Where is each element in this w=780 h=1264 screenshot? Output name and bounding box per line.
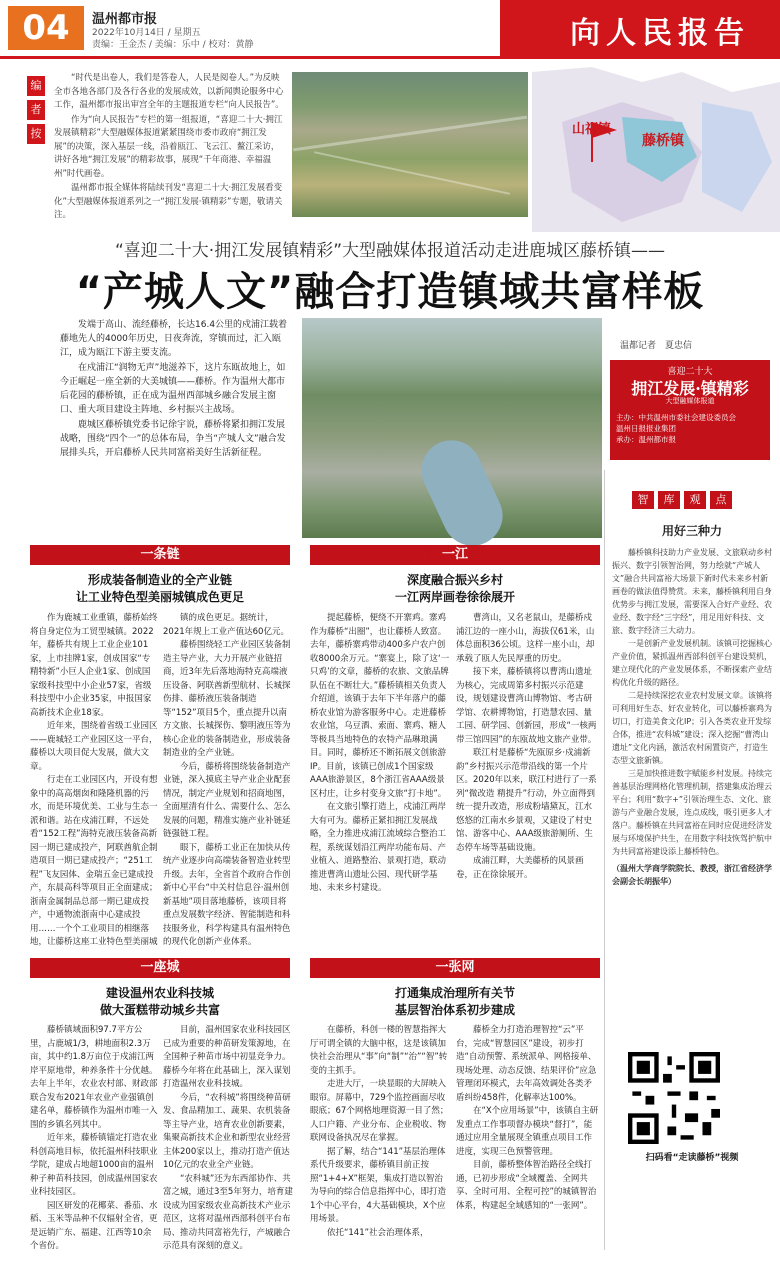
- reporter-byline: 温都记者 夏忠信: [620, 341, 693, 351]
- section-head-1: 一条链: [30, 545, 290, 565]
- intro-para: 发端于高山、流经藤桥，长达16.4公里的戍浦江载着藤地先人的4000年历史，日夜奔流，穿镇而过，汇入瓯江，成为瓯江下游主要支流。: [60, 320, 288, 358]
- editor-line: 责编：王金杰 / 美编：乐中 / 校对：黄静: [92, 40, 254, 50]
- qr-caption: 扫码看“走读藤桥”视频: [645, 1153, 739, 1163]
- section-4-col-a: 在藤桥，科创一楼的智慧指挥大厅可谓全镇的大脑中枢，这是该镇加快社会治理从“事”向“制”“治”“智”转变的主抓手。 走进大厅，一块显眼的大屏映入眼帘。屏幕中，729个监控画面尽收眼底；67个网格地理资源一目了然；人口户籍、产业分布、企业税收、物联网设备执况尽在掌握。 据了解，结合“141”基层治理体系代升级要求，藤桥镇目前正按照“1+4+X”框架，集成打造以智治为导向的综合信息指挥中心，即打造1个中心平台，4大基础模块，X个应用场景。 依托“141”社会治理体系，: [310, 1025, 449, 1238]
- section-4-col-b: 藤桥全力打造治理智控“云”平台，完成“智慧园区”建设，初步打造“自动预警、系统派单、网格接单、现场处理、动态反馈、结果评价”应急管理闭环模式，去年高效调处各类矛盾纠纷458件，化解率达100%。 在“X个应用场景”中，该镇自主研发重点工作事项督办模块“督打”，能通过应用全量展现全镇重点项目工作进度，实现三色预警管理。 目前，藤桥整体智治路径全线打通，已初步形成“全域覆盖、全网共享、全时可用、全程可控”的城镇智治体系，构建起全域感知的“一张网”。: [456, 1025, 599, 1211]
- town-aerial-photo: [302, 318, 602, 538]
- section-3-col-a: 藤桥镇域面积97.7平方公里，占鹿城1/3，耕地面积2.3万亩，其中约1.8万亩位于戍浦江两岸平原地带，种养条件十分优越。去年上半年，农业农村部、财政部联合发布2021年农业产业强镇创建名单，藤桥镇作为温州市唯一入围的乡镇名列其中。 近年来，藤桥镇锚定打造农业科创高地目标，依托温州科技职业学院，建成占地超1000亩的温州种子种苗科技园，创成温州国家农业科技园区。 园区研发的花椰菜、番茄、水稻、玉米等品种不仅辐射全省，更是远销广东、福建、江西等10余个省份。: [30, 1025, 158, 1251]
- tag-char: 者: [27, 100, 45, 120]
- section-1-subhead: 形成装备制造业的全产业链 让工业特色型美丽城镇成色更足: [75, 573, 244, 604]
- section-head-3: 一座城: [30, 958, 290, 978]
- editor-note-para: 作为“向人民报告”专栏的第一组报道，“喜迎二十大·拥江发展镇精彩”大型融媒体报道紧紧围绕市委市政府“拥江发展”的决策，深入基层一线，沿着瓯江、飞云江、鳌江采访，讲好各地“拥江发展”的精彩故事，展现“千年商港、幸福温州”时代画卷。: [54, 114, 283, 179]
- promo-top: 喜迎二十大: [667, 367, 713, 377]
- map-label-tengqiao: 藤桥镇: [642, 133, 684, 149]
- editor-note-tag: [27, 76, 45, 148]
- tag-char: 编: [27, 76, 45, 96]
- map-label-shanfu: 山福镇: [572, 122, 612, 137]
- column-divider: [604, 470, 605, 1250]
- think-tank-tags: 智 库 观 点: [632, 488, 742, 506]
- date-line: 2022年10月14日 / 星期五: [92, 28, 201, 38]
- qr-code-icon[interactable]: [628, 1052, 720, 1144]
- intro-text: [60, 318, 292, 461]
- opinion-text: 藤桥镇科技助力产业发展、文旅联动乡村振兴、数字引领智治网，努力绘就“产城人文”融合共同富裕大场景下新时代未来乡村新画卷的做法值得赞赏。未来，藤桥镇利用自身优势步与拥江发展，需要深入合好产业经、农业经、数字经“三字经”，用足用好科技、文旅、数字经济三大动力。 一是创新产业发展机制。该镇可挖掘核心产业价值，紧抓温州西部科创平台建设契机，建立现代化的产业发展体系，不断探索产业结构优化升级的路径。 二是持续深挖农业农村发展文章。该镇将可利用好生态、好农业转化，可以藤桥寨鸡为切口，打造美食文化IP；引入各类农业开发综合体，推进“农科城”建设；深入挖掘“曹湾山遗址”文化内涵，激活农村闲置资产，打造生态型文旅新镇。 三是加快推进数字赋能乡村发展。持续完善基层治理网格化管理机制，搭建集成治理云平台；利用“数字+”引领治理生态、文化、旅游与产业融合发展，连点成线，吸引更多人才落户。藤桥镇在共同富裕在同时应促进经济发展与环境保护共生，在用数字科技恢驾护航中为共同富裕建设添上藤桥特色。 （温州大学商学院院长、教授，浙江省经济学会副会长胡振华）: [612, 548, 772, 886]
- intro-para: 在戍浦江“润物无声”地滋养下，这片东瓯故地上，如今正崛起一座全新的大美城镇——藤桥。作为温州大都市后花园的藤桥镇，正在成为温州西部城乡融合发展主窗口、重大项目建设主阵地、乡村振兴主战场。: [60, 363, 286, 415]
- promo-host: 主办：中共温州市委社会建设委员会: [616, 413, 736, 422]
- headline: “产城人文”融合打造镇域共富样板: [75, 269, 705, 315]
- section-3-col-b: 目前，温州国家农业科技园区已成为重要的种苗研发策源地，在全国种子种苗市场中初显竞争力。藤桥今年将在此基础上，深入谋划打造温州农业科技城。 今后，“农科城”将围绕种苗研发、食品精加工、蔬果、农机装备等主导产业，培育农业创新要素，集聚高新技术企业和新型农业经营主体200家以上，推动打造产值达10亿元的农业全产业链。 “农科城”还为东西部协作、共富之城，通过3至5年努力，培育建设成为国家级农业高新技术产业示范区，这将对温州西部科创平台布局、推动共同富裕先行，产城融合示范具有深刻的意义。: [163, 1025, 293, 1251]
- tag-char: 按: [27, 124, 45, 144]
- section-1-col-a: 作为鹿城工业重镇，藤桥始终将自身定位为工贸型城镇。2022年，藤桥共有规上工业企业101家，上市挂牌1家，创成国家“专精特新”小巨人企业1家、创成国家级科技型中小企业57家，省级科技型中小企业35家，申报国家高新技术企业18家。 近年来，围绕着省级工业园区——鹿城轻工产业园区这一平台，藤桥以大项目促大发展，做大文章。 行走在工业园区内，开设有想象中的高高烟囱和隆隆机器的污水，而是环境优美、工业与生态一派和谐。站在戍浦江畔，不远处看“152工程”海特克液压装备高新园一期已建成投产，阿联酋航企制造项目一期已建成投产；“251工程”飞友园体、金瑞五金已建成投产，东晨高科等项目正全面建成；浙南金属制品总部一期已建成投产，中通物流浙南中心建成投用……一个个工业项目的相继落地，让藤桥这座工业特色型美丽城: [30, 613, 158, 947]
- section-2-subhead: 深度融合振兴乡村 一江两岸画卷徐徐展开: [394, 573, 515, 604]
- section-head-2: 一江: [310, 545, 600, 565]
- editor-note-para: “时代是出卷人，我们是答卷人，人民是阅卷人。”为反映全市各地各部门及各行各业的发展成效，以新闻舆论服务中心工作，温州都市报出审宫全年的主题报道专栏“向人民报告”。: [54, 73, 284, 110]
- section-banner: [500, 0, 780, 56]
- promo-title: 拥江发展·镇精彩: [631, 379, 749, 398]
- editor-note: [54, 72, 286, 224]
- aerial-farmland-photo: [292, 72, 528, 217]
- page-header: [0, 0, 780, 58]
- section-title: 向人民报告: [570, 16, 750, 51]
- section-2-col-a: 提起藤桥，便绕不开寨鸡。寨鸡作为藤桥“出圈”，也让藤桥人致富。去年，藤桥寨鸡带动400多户农户创收8000余万元。“寨宴上，除了这‘一只鸡’的文章，藤桥的农旅、文旅品牌队伍在不断壮大。”藤桥镇相关负责人介绍道，该镇于去年下半年落户的藤桥农业馆为游客服务中心。走进藤桥农业馆，乌豆酒、索面、寨鸡、糖人等极具当地特色的农特产品琳琅满目。同时，藤桥还不断拓展文创旅游IP。目前，该镇已创成1个国家级AAA旅游景区，8个浙江省AAA级景区村庄，让乡村变身文旅“打卡地”。 在文旅引擎打造上，戍浦江两岸大有可为。藤桥正紧扣拥江发展战略，全力推进戍浦江流域综合整治工程，系统谋划沿江两岸功能布局、产业植入、道路整治、景观打造，联动推进曹湾山遗址公园、现代研学基地、未来乡村建设。: [310, 613, 450, 893]
- intro-para: 鹿城区藤桥镇党委书记徐宇说，藤桥将紧扣拥江发展战略，围绕“四个一”的总体布局，争当“产城人文”融合发展排头兵，开启藤桥人民共同富裕美好生活新征程。: [60, 420, 286, 458]
- section-3-subhead: 建设温州农业科技城 做大蛋糕带动城乡共富: [99, 986, 220, 1017]
- opinion-author: （温州大学商学院院长、教授，浙江省经济学会副会长胡振华）: [612, 864, 772, 886]
- promo-host2: 温州日报报业集团: [616, 424, 676, 433]
- promo-sub: 大型融媒体报道: [665, 397, 715, 405]
- header-info: [92, 8, 254, 51]
- header-rule: [0, 56, 780, 59]
- kicker: “喜迎二十大·拥江发展镇精彩”大型融媒体报道活动走进鹿城区藤桥镇——: [114, 241, 666, 261]
- series-promo: [610, 360, 770, 460]
- promo-org: 承办：温州都市报: [616, 435, 676, 444]
- section-2-col-b: 曹湾山，又名老鼠山，是藤桥戍浦江边的一座小山，海拔仅61米，山体总面积36公顷。这样一座小山，却承载了瓯人先民厚重的历史。 接下来，藤桥镇将以曹湾山遗址为核心，完成周第多村振兴示范建设，规划建设曹湾山博物馆、考古研学馆、农耕博物馆，打造慧农园、量工园、研学园、创新园，形成“一核两带三馆四园”的东瓯故地文旅产业带。 联江村是藤桥“先瓯原乡·戍浦新韵”乡村振兴示范带沿线的第一个片区。2020年以来，联江村进行了一系列“微改造 精提升”行动，外立面得到统一提升改造，形成粉墙黛瓦，江水悠悠的江南水乡景观，又建设了村史馆、游客中心、AAA级旅游厕所、生态停车场等基础设施。 成浦江畔，大美藤桥的风景画卷，正在徐徐展开。: [456, 613, 597, 880]
- section-head-4: 一张网: [310, 958, 600, 978]
- page-number: 04: [8, 6, 84, 50]
- opinion-title: 用好三种力: [661, 524, 722, 538]
- section-4-subhead: 打通集成治理所有关节 基层智治体系初步建成: [394, 986, 515, 1017]
- paper-name: 温州都市报: [92, 12, 158, 27]
- section-1-col-b: 镇的成色更足。据统计，2021年规上工业产值达60亿元。 藤桥围绕轻工产业园区装备制造主导产业，大力开展产业链招商，近3年先后落地海特克高端液压设备、阿联酋新型航材、长城探伤排、藤桥液压装备制造等“152”项目5个，重点提升以南方文旅、长城探伤、黎明液压等为核心企业的装备制造业，形成装备制造业的全产业链。 今后，藤桥将围绕装备制造产业链，深入摸底主导产业企业配套情况，制定产业规划和招商地图，全面厘清有什么、需要什么、怎么发展的问题，精准实施产业补链延链强链工程。 眼下，藤桥工业正在加快从传统产业逐步向高端装备智造业转型升级。去年，全省首个政府合作创新中心平台“中关村信息谷·温州创新基地”项目落地藤桥，该项目将重点发展数字经济、智能制造和科技服务业，科学构建具有温州特色的现代化创新产业体系。: [163, 613, 291, 947]
- promo-credits: [616, 412, 766, 445]
- editor-note-para: 温州都市报全媒体将陆续刊发“喜迎二十大·拥江发展看变化”大型融媒体报道系列之一“拥江发展·镇精彩”专题，敬请关注。: [54, 183, 283, 220]
